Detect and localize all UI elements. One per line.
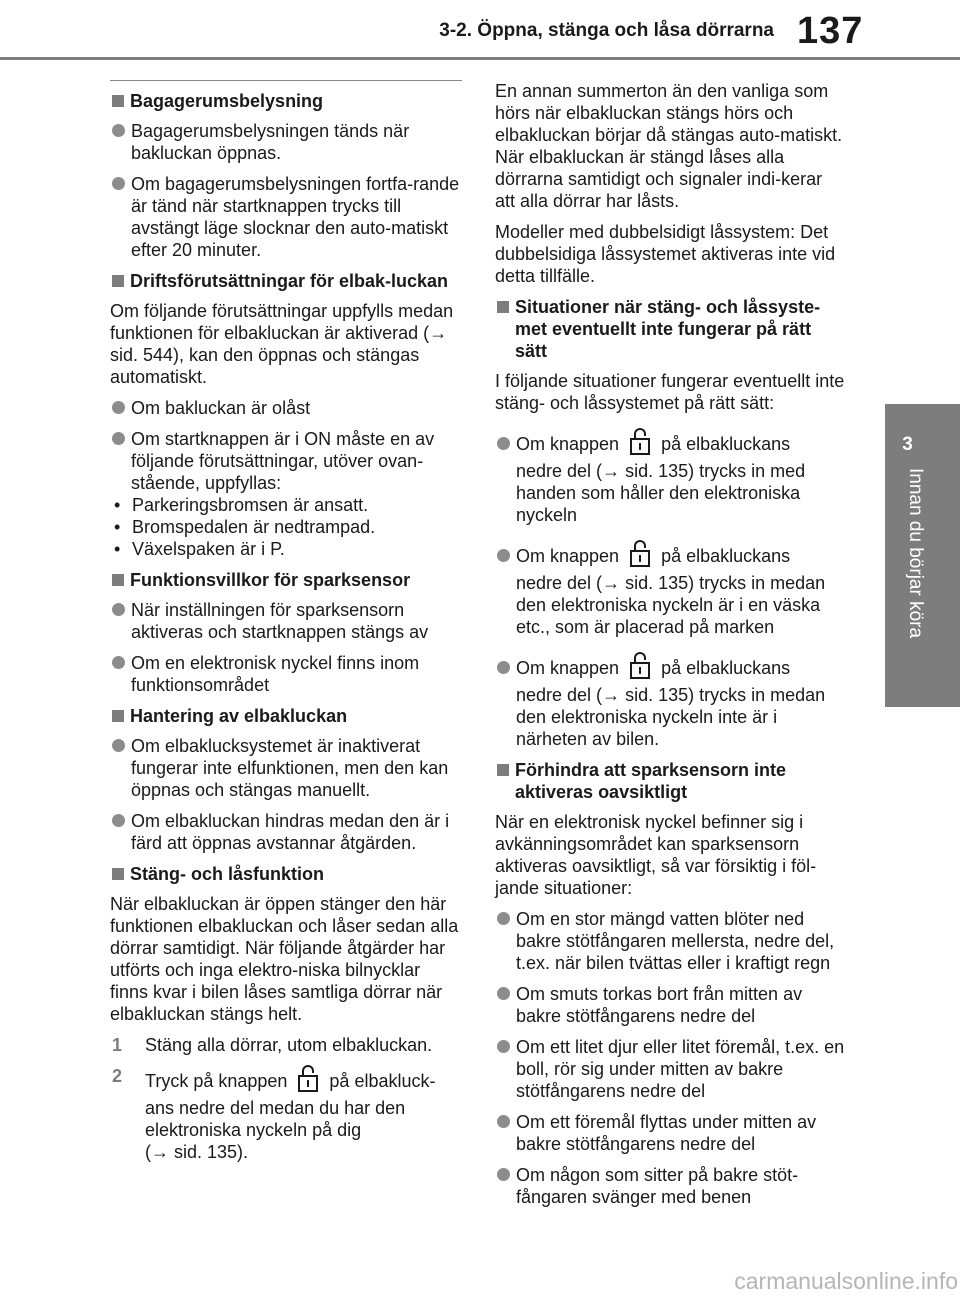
list-item: När inställningen för sparksensorn aktiveras och startknappen stängs av [110, 599, 462, 643]
list-item: Om en stor mängd vatten blöter ned bakre stötfångaren mellersta, nedre del, t.ex. när bilen tvättas eller i kraftigt regn [495, 908, 845, 974]
arrow-icon: → [602, 461, 621, 481]
step-item: 2 Tryck på knappen på elbakluck- ans nedre del medan du har den elektroniska nyckeln på dig (→ sid. 135). [110, 1065, 462, 1163]
square-bullet-icon [112, 574, 124, 586]
square-bullet-icon [112, 275, 124, 287]
section-heading: Stäng- och låsfunktion [110, 863, 462, 885]
square-bullet-icon [112, 710, 124, 722]
step-number: 2 [112, 1066, 123, 1086]
arrow-icon: → [602, 685, 621, 705]
tailgate-lock-button-icon [297, 1063, 319, 1093]
round-bullet-icon [112, 124, 125, 137]
round-bullet-icon [497, 912, 510, 925]
round-bullet-icon [112, 401, 125, 414]
list-item: Om en elektronisk nyckel finns inom funktionsområdet [110, 652, 462, 696]
round-bullet-icon [497, 1168, 510, 1181]
list-item: Om bagagerumsbelysningen fortfa-rande är tänd när startknappen trycks till avstängt läge slocknar den auto-matiskt efter 20 minuter. [110, 173, 462, 261]
round-bullet-icon [112, 603, 125, 616]
section-title: 3-2. Öppna, stänga och låsa dörrarna [439, 20, 774, 41]
list-item: Om knappen på elbakluckans nedre del (→ sid. 135) trycks in medan den elektroniska nyckeln är i en väska etc., som är placerad på marken [495, 540, 845, 638]
column-divider [110, 80, 462, 81]
square-bullet-icon [112, 95, 124, 107]
round-bullet-icon [497, 437, 510, 450]
section-heading: Funktionsvillkor för sparksensor [110, 569, 462, 591]
list-item: Om elbakluckan hindras medan den är i färd att öppnas avstannar åtgärden. [110, 810, 462, 854]
round-bullet-icon [497, 549, 510, 562]
paragraph: När elbakluckan är öppen stänger den här funktionen elbakluckan och låser sedan alla dörrar samtidigt. När följande åtgärder har utförts och inga elektro-niska bilnycklar finns kvar i bilen låses samtliga dörrar när elbakluckan stängs helt. [110, 894, 459, 1024]
list-item: Om startknappen är i ON måste en av följande förutsättningar, utöver ovan-stående, uppfyllas: [110, 428, 462, 494]
list-item: Om bakluckan är olåst [110, 397, 462, 419]
round-bullet-icon [112, 656, 125, 669]
section-heading: Situationer när stäng- och låssyste-met eventuellt inte fungerar på rätt sätt [495, 296, 845, 362]
left-column [110, 80, 462, 1172]
round-bullet-icon [497, 1040, 510, 1053]
chapter-number: 3 [902, 434, 913, 455]
step-number: 1 [112, 1035, 123, 1055]
section-heading: Bagagerumsbelysning [110, 90, 462, 112]
square-bullet-icon [112, 868, 124, 880]
header-divider [0, 57, 960, 60]
sub-list-item: • Parkeringsbromsen är ansatt. [114, 495, 369, 515]
paragraph: I följande situationer fungerar eventuellt inte stäng- och låssystemet på rätt sätt: [495, 371, 845, 413]
round-bullet-icon [112, 814, 125, 827]
section-heading: Förhindra att sparksensorn inte aktiveras oavsiktligt [495, 759, 845, 803]
tailgate-lock-button-icon [629, 538, 651, 568]
right-column [495, 80, 845, 1217]
tailgate-lock-button-icon [629, 426, 651, 456]
sub-list-item: • Bromspedalen är nedtrampad. [114, 517, 376, 537]
list-item: Om knappen på elbakluckans nedre del (→ sid. 135) trycks in medan den elektroniska nyckeln inte är i närheten av bilen. [495, 652, 845, 750]
list-item: Om ett föremål flyttas under mitten av bakre stötfångarens nedre del [495, 1111, 845, 1155]
section-heading: Hantering av elbakluckan [110, 705, 462, 727]
square-bullet-icon [497, 764, 509, 776]
square-bullet-icon [497, 301, 509, 313]
round-bullet-icon [497, 661, 510, 674]
list-item: Om ett litet djur eller litet föremål, t.ex. en boll, rör sig under mitten av bakre stötfångarens nedre del [495, 1036, 845, 1102]
round-bullet-icon [112, 177, 125, 190]
tailgate-lock-button-icon [629, 650, 651, 680]
paragraph: En annan summerton än den vanliga som hörs när elbakluckan stängs hörs och elbakluckan börjar då stängas auto-matiskt. När elbakluckan är stängd låses alla dörrarna samtidigt och signaler indi-kerar att alla dörrar har låsts. [495, 81, 843, 211]
arrow-icon: → [602, 573, 621, 593]
section-heading: Driftsförutsättningar för elbak-luckan [110, 270, 462, 292]
arrow-icon: → [429, 323, 448, 343]
page-number: 137 [797, 10, 864, 52]
round-bullet-icon [497, 987, 510, 1000]
page-header [0, 0, 960, 62]
step-item: 1 Stäng alla dörrar, utom elbakluckan. [112, 1035, 433, 1055]
round-bullet-icon [497, 1115, 510, 1128]
list-item: Om knappen på elbakluckans nedre del (→ sid. 135) trycks in med handen som håller den elektroniska nyckeln [495, 428, 845, 526]
paragraph: Modeller med dubbelsidigt låssystem: Det dubbelsidiga låssystemet aktiveras inte vid detta tillfälle. [495, 222, 836, 286]
paragraph: Om följande förutsättningar uppfylls medan funktionen för elbakluckan är aktiverad (→ sid. 544), kan den öppnas och stängas automatiskt. [110, 301, 454, 387]
round-bullet-icon [112, 432, 125, 445]
paragraph: När en elektronisk nyckel befinner sig i avkänningsområdet kan sparksensorn aktiveras oavsiktligt, så var försiktig i föl-jande situationer: [495, 812, 817, 898]
round-bullet-icon [112, 739, 125, 752]
sub-list-item: • Växelspaken är i P. [114, 539, 285, 559]
chapter-label: Innan du börjar köra [905, 468, 926, 639]
list-item: Om smuts torkas bort från mitten av bakre stötfångarens nedre del [495, 983, 845, 1027]
list-item: Om elbaklucksystemet är inaktiverat fungerar inte elfunktionen, men den kan öppnas och stängas manuellt. [110, 735, 462, 801]
list-item: Bagagerumsbelysningen tänds när bakluckan öppnas. [110, 120, 462, 164]
list-item: Om någon som sitter på bakre stöt-fångaren svänger med benen [495, 1164, 845, 1208]
arrow-icon: → [151, 1142, 169, 1162]
chapter-tab [885, 404, 960, 707]
